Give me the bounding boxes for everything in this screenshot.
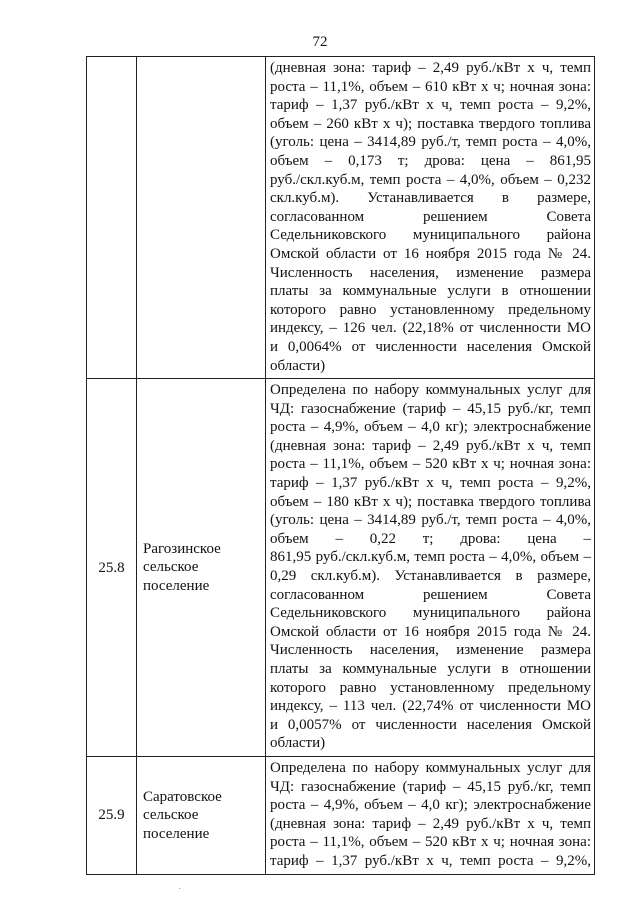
text-line: области) [270, 357, 326, 374]
row-number: 25.9 [98, 807, 125, 824]
scan-mark: · [178, 884, 182, 895]
text-line: согласованном решением Совета [270, 208, 591, 225]
text-line: (дневная зона: тариф – 2,49 руб./кВт х ч, темп [270, 437, 591, 454]
text-line: скл.куб.м). Устанавливается в размере, [270, 190, 591, 207]
text-line: тариф – 1,37 руб./кВт х ч, темп роста – 9,2%, [270, 852, 591, 869]
text-line: объем – 260 кВт х ч); поставка твердого топлива [270, 115, 591, 132]
text-line: Определена по набору коммунальных услуг для [270, 382, 591, 399]
text-line: объем – 0,173 т; дрова: цена – 861,95 [270, 152, 591, 169]
page-number: 72 [312, 34, 328, 50]
description-text [266, 379, 594, 756]
text-line: (уголь: цена – 3414,89 руб./т, темп роста – 4,0%, [270, 512, 591, 529]
text-line: (уголь: цена – 3414,89 руб./т, темп роста – 4,0%, [270, 134, 591, 151]
row-number-cell [87, 379, 137, 757]
text-line: индексу, – 113 чел. (22,74% от численности МО [270, 698, 591, 715]
text-line: Численность населения, изменение размера [270, 642, 591, 659]
text-line: которого равно установленному предельному [270, 301, 591, 318]
text-line: Численность населения, изменение размера [270, 264, 591, 281]
text-line: (дневная зона: тариф – 2,49 руб./кВт х ч, темп [270, 815, 591, 832]
description-text [266, 757, 594, 874]
text-line: платы за коммунальные услуги в отношении [270, 283, 591, 300]
text-line: платы за коммунальные услуги в отношении [270, 661, 591, 677]
text-line: 861,95 руб./скл.куб.м, темп роста – 4,0%, объем – [270, 549, 591, 566]
text-line: Омской области от 16 ноября 2015 года № 24. [270, 245, 591, 262]
text-line: объем – 180 кВт х ч); поставка твердого топлива [270, 493, 591, 510]
row-number-cell [87, 57, 137, 379]
text-line: и 0,0057% от численности населения Омской [270, 716, 591, 733]
text-line: 0,29 скл.куб.м). Устанавливается в размере, [270, 568, 591, 585]
text-line: индексу, – 126 чел. (22,18% от численности МО [270, 320, 591, 337]
text-line: тариф – 1,37 руб./кВт х ч, темп роста – 9,2%, [270, 475, 591, 492]
text-line: Определена по набору коммунальных услуг для [270, 759, 591, 776]
text-line: роста – 11,1%, объем – 520 кВт х ч; ночная зона: [270, 456, 591, 473]
text-line: Седельниковского муниципального района [270, 605, 591, 622]
text-line: ЧД: газоснабжение (тариф – 45,15 руб./кг, темп [270, 400, 591, 417]
text-line: (дневная зона: тариф – 2,49 руб./кВт х ч, темп [270, 60, 591, 76]
settlement-name-cell [137, 756, 266, 874]
settlement-name: Саратовское сельское поселение [143, 788, 222, 842]
settlement-name-cell [137, 57, 266, 379]
text-line: и 0,0064% от численности населения Омской [270, 338, 591, 355]
description-cell [266, 756, 595, 874]
text-line: тариф – 1,37 руб./кВт х ч, темп роста – 9,2%, [270, 97, 591, 114]
text-line: роста – 11,1%, объем – 520 кВт х ч; ночная зона: [270, 834, 591, 851]
row-number: 25.8 [98, 559, 125, 576]
table-row [87, 756, 595, 874]
text-line: руб./скл.куб.м, темп роста – 4,0%, объем – 0,232 [270, 171, 591, 188]
settlement-name-cell [137, 379, 266, 757]
text-line: которого равно установленному предельному [270, 679, 591, 696]
table-row [87, 57, 595, 379]
text-line: согласованном решением Совета [270, 586, 591, 603]
text-line: Омской области от 16 ноября 2015 года № 24. [270, 623, 591, 640]
description-cell [266, 57, 595, 379]
text-line: области) [270, 735, 326, 752]
text-line: ЧД: газоснабжение (тариф – 45,15 руб./кг, темп [270, 778, 591, 795]
row-number-cell [87, 756, 137, 874]
text-line: Седельниковского муниципального района [270, 227, 591, 244]
text-line: роста – 4,9%, объем – 4,0 кг); электроснабжение [270, 797, 591, 814]
tariff-table [86, 56, 595, 875]
text-line: роста – 4,9%, объем – 4,0 кг); электроснабжение [270, 419, 591, 436]
table-row [87, 379, 595, 757]
text-line: роста – 11,1%, объем – 610 кВт х ч; ночная зона: [270, 78, 591, 95]
description-cell [266, 379, 595, 757]
text-line: объем – 0,22 т; дрова: цена – [270, 530, 591, 547]
settlement-name: Рагозинское сельское поселение [143, 540, 221, 594]
description-text [266, 57, 594, 378]
